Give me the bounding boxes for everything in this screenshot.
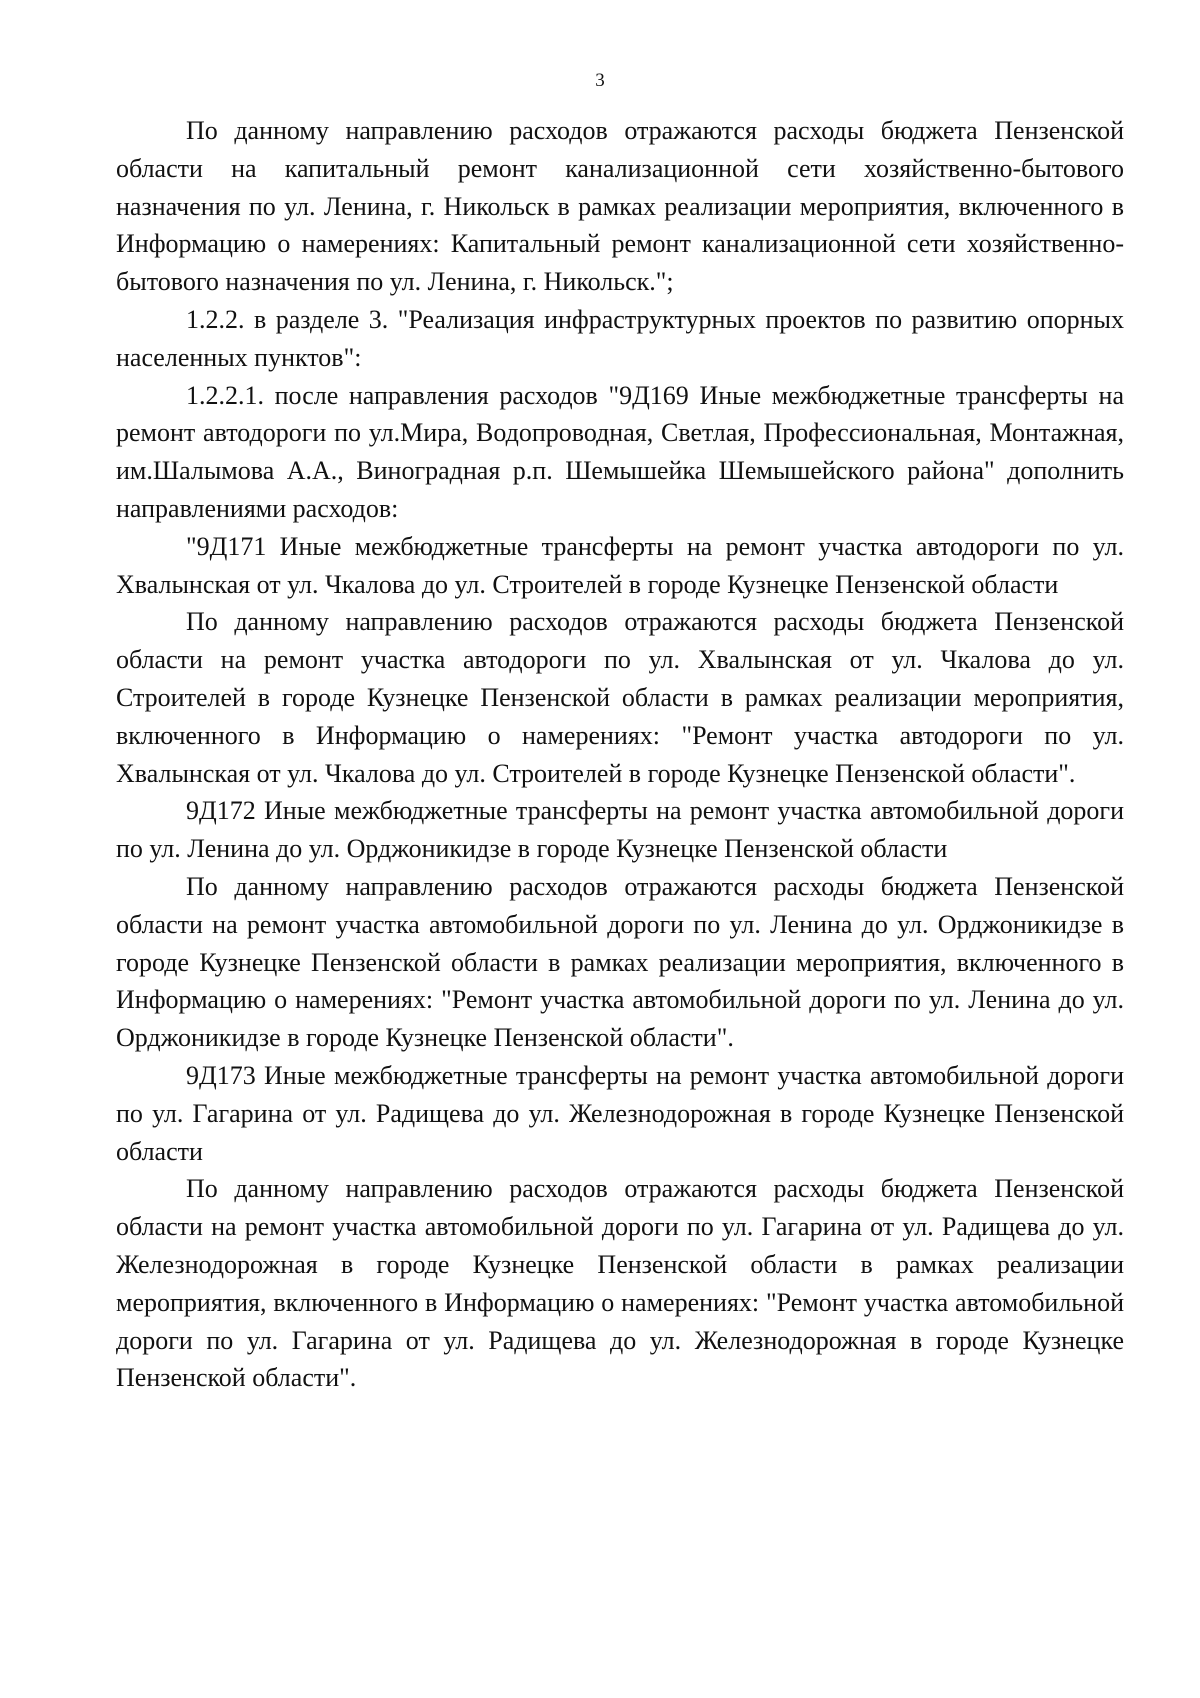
page-number: 3: [595, 70, 605, 91]
paragraph-9d172-description: По данному направлению расходов отражаются расходы бюджета Пензенской области на ремонт участка автомобильной дороги по ул. Ленина до ул. Орджоникидзе в городе Кузнецке Пензенской области в рамках реализации мероприятия, включенного в Информацию о намерениях: "Ремонт участка автомобильной дороги по ул. Ленина до ул. Орджоникидзе в городе Кузнецке Пензенской области".: [116, 871, 1124, 1053]
paragraph-9d171-title: "9Д171 Иные межбюджетные трансферты на ремонт участка автодороги по ул. Хвалынская от ул. Чкалова до ул. Строителей в городе Кузнецке Пензенской области: [116, 531, 1124, 599]
paragraph-section-3-amendment: 1.2.2. в разделе 3. "Реализация инфраструктурных проектов по развитию опорных населенных пунктов":: [116, 304, 1124, 372]
paragraph-9d173-title: 9Д173 Иные межбюджетные трансферты на ремонт участка автомобильной дороги по ул. Гагарина от ул. Радищева до ул. Железнодорожная в городе Кузнецке Пензенской области: [116, 1060, 1124, 1166]
document-body: [116, 112, 1124, 1397]
paragraph-9d169-addition: 1.2.2.1. после направления расходов "9Д169 Иные межбюджетные трансферты на ремонт автодороги по ул.Мира, Водопроводная, Светлая, Профессиональная, Монтажная, им.Шалымова А.А., Виноградная р.п. Шемышейка Шемышейского района" дополнить направлениями расходов:: [116, 380, 1124, 523]
paragraph-9d171-description: По данному направлению расходов отражаются расходы бюджета Пензенской области на ремонт участка автодороги по ул. Хвалынская от ул. Чкалова до ул. Строителей в городе Кузнецке Пензенской области в рамках реализации мероприятия, включенного в Информацию о намерениях: "Ремонт участка автодороги по ул. Хвалынская от ул. Чкалова до ул. Строителей в городе Кузнецке Пензенской области".: [116, 607, 1124, 788]
paragraph-9d172-title: 9Д172 Иные межбюджетные трансферты на ремонт участка автомобильной дороги по ул. Ленина до ул. Орджоникидзе в городе Кузнецке Пензенской области: [116, 796, 1124, 864]
paragraph-expense-description-nikolsk: По данному направлению расходов отражаются расходы бюджета Пензенской области на капитальный ремонт канализационной сети хозяйственно-бытового назначения по ул. Ленина, г. Никольск в рамках реализации мероприятия, включенного в Информацию о намерениях: Капитальный ремонт канализационной сети хозяйственно-бытового назначения по ул. Ленина, г. Никольск.";: [116, 116, 1124, 297]
paragraph-9d173-description: По данному направлению расходов отражаются расходы бюджета Пензенской области на ремонт участка автомобильной дороги по ул. Гагарина от ул. Радищева до ул. Железнодорожная в городе Кузнецке Пензенской области в рамках реализации мероприятия, включенного в Информацию о намерениях: "Ремонт участка автомобильной дороги по ул. Гагарина от ул. Радищева до ул. Железнодорожная в городе Кузнецке Пензенской области".: [116, 1174, 1124, 1393]
